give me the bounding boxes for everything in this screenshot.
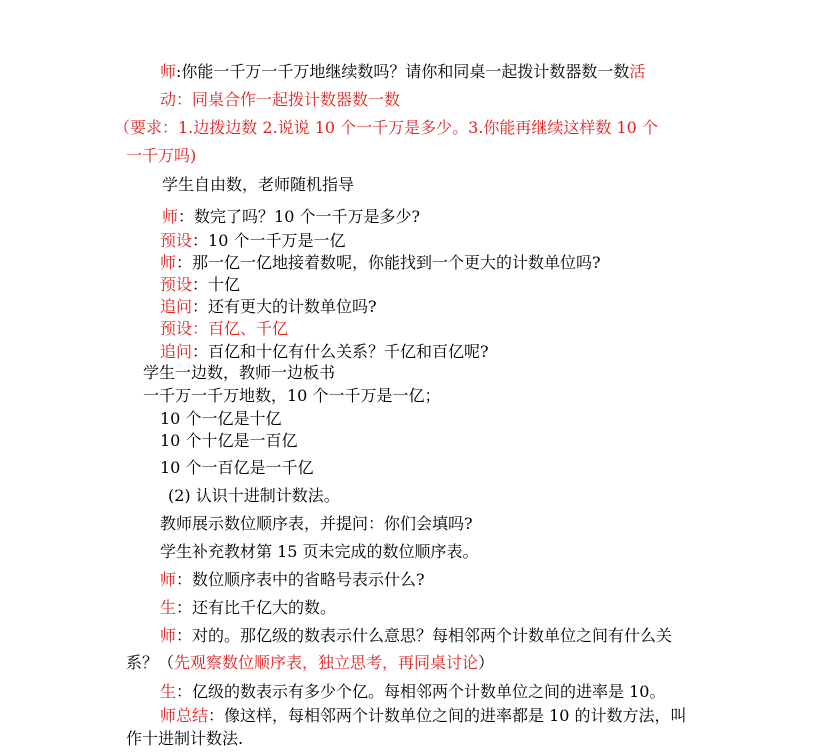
speaker-label: 师: [162, 207, 179, 226]
line-text: 动：同桌合作一起拨计数器数一数: [160, 90, 401, 109]
line-text: 教师展示数位顺序表，并提问：你们会填吗?: [160, 514, 473, 533]
line-text: ：亿级的数表示有多少个亿。每相邻两个计数单位之间的进率是 10。: [176, 682, 666, 701]
paragraph-line: [162, 207, 420, 227]
paragraph-line: [114, 118, 658, 138]
line-text: 10 个一百亿是一千亿: [160, 458, 314, 477]
line-text: ：像这样，每相邻两个计数单位之间的进率都是 10 的计数方法，叫: [208, 706, 687, 725]
paragraph-line: [126, 729, 243, 749]
paragraph-line: [160, 275, 240, 295]
speaker-label: 师: [160, 570, 177, 589]
paragraph-line: [160, 253, 601, 273]
line-text: ：那一亿一亿地接着数呢，你能找到一个更大的计数单位吗?: [176, 253, 601, 272]
line-text: ：十亿: [192, 275, 241, 294]
line-text: 学生自由数，老师随机指导: [162, 175, 355, 194]
line-text: ）: [478, 653, 495, 672]
line-text: 学生补充教材第 15 页未完成的数位顺序表。: [160, 542, 479, 561]
speaker-label: 预设: [160, 275, 193, 294]
line-text: 10 个十亿是一百亿: [160, 431, 298, 450]
paragraph-line: [160, 62, 645, 82]
paragraph-line: [160, 409, 281, 429]
speaker-label: 师总结: [160, 706, 209, 725]
paragraph-line: [126, 653, 494, 673]
paragraph-line: [160, 626, 672, 646]
paragraph-line: [143, 363, 335, 383]
paragraph-line: [143, 386, 440, 406]
speaker-label: 生: [160, 598, 177, 617]
line-text: 先观察数位顺序表，独立思考，再同桌讨论: [174, 653, 479, 672]
line-text: 10 个一亿是十亿: [160, 409, 282, 428]
line-text: 学生一边数，教师一边板书: [143, 363, 336, 382]
line-text: :你能一千万一千万地继续数吗？请你和同桌一起拨计数器数一数: [176, 62, 630, 81]
speaker-label: 生: [160, 682, 177, 701]
paragraph-line: [160, 570, 425, 590]
paragraph-line: [160, 90, 400, 110]
paragraph-line: [160, 598, 336, 618]
line-text: ：10 个一千万是一亿: [192, 231, 346, 250]
line-text: ：百亿和十亿有什么关系？千亿和百亿呢?: [192, 342, 489, 361]
paragraph-line: [160, 297, 377, 317]
line-text: ：还有更大的计数单位吗?: [192, 297, 377, 316]
paragraph-line: [160, 706, 687, 726]
line-text: ：百亿、千亿: [192, 319, 289, 338]
speaker-label: 追问: [160, 297, 193, 316]
speaker-label: 师: [160, 626, 177, 645]
paragraph-line: [162, 175, 354, 195]
line-text: ：对的。那亿级的数表示什么意思？每相邻两个计数单位之间有什么关: [176, 626, 673, 645]
paragraph-line: [160, 542, 479, 562]
speaker-label: 预设: [160, 231, 193, 250]
line-text: (2) 认识十进制计数法。: [168, 486, 340, 505]
paragraph-line: [160, 514, 473, 534]
speaker-label: 预设: [160, 319, 193, 338]
section-heading: [168, 486, 340, 506]
speaker-label: 师: [160, 253, 177, 272]
line-text: 系？（: [126, 653, 175, 672]
paragraph-line: [160, 342, 489, 362]
line-text: 一千万吗): [126, 146, 197, 165]
line-text: ：还有比千亿大的数。: [176, 598, 337, 617]
line-text: ：数完了吗？10 个一千万是多少?: [178, 207, 421, 226]
line-text: 一千万一千万地数，10 个一千万是一亿；: [143, 386, 441, 405]
line-text: 活: [629, 62, 646, 81]
line-text: （要求：1.边拨边数 2.说说 10 个一千万是多少。3.你能再继续这样数 10 个: [114, 118, 658, 137]
paragraph-line: [160, 431, 297, 451]
paragraph-line: [126, 146, 196, 166]
line-text: 作十进制计数法.: [126, 729, 244, 748]
paragraph-line: [160, 682, 665, 702]
paragraph-line: [160, 231, 345, 251]
line-text: ：数位顺序表中的省略号表示什么?: [176, 570, 425, 589]
paragraph-line: [160, 319, 288, 339]
paragraph-line: [160, 458, 313, 478]
speaker-label: 追问: [160, 342, 193, 361]
speaker-label: 师: [160, 62, 177, 81]
